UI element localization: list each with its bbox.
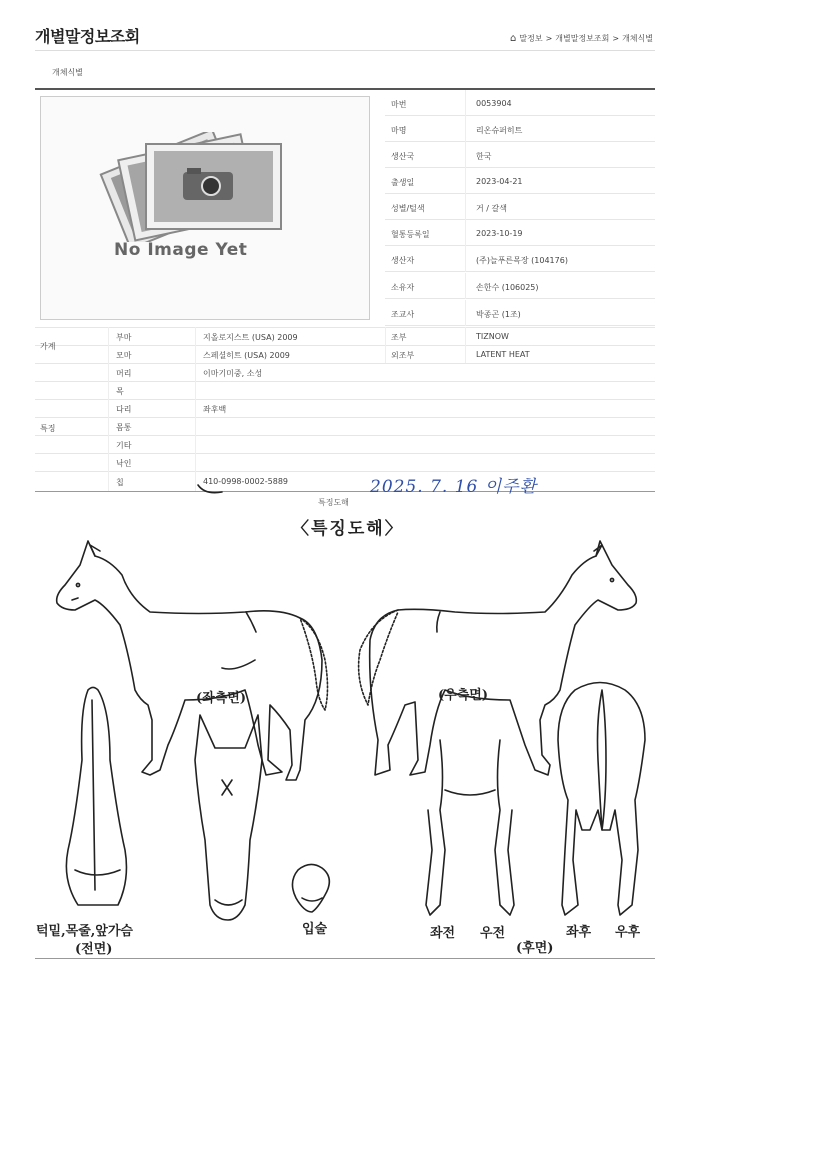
grandsire-label: 조부 bbox=[391, 333, 407, 342]
label-rear-view: (후면) bbox=[516, 941, 554, 956]
pedigree-group-label: 가계 bbox=[40, 342, 56, 351]
info-label: 생산자 bbox=[391, 256, 415, 265]
label-right-hind: 우후 bbox=[615, 925, 641, 940]
feature-label: 다리 bbox=[116, 405, 132, 414]
feature-label: 머리 bbox=[116, 369, 132, 378]
damsire-label: 외조부 bbox=[391, 351, 415, 360]
info-value: 0053904 bbox=[476, 99, 512, 108]
info-value: 2023-04-21 bbox=[476, 177, 523, 186]
features-group-label: 특징 bbox=[40, 424, 56, 433]
front-legs-view bbox=[426, 740, 514, 915]
info-value: 한국 bbox=[476, 152, 492, 161]
no-image-text: No Image Yet bbox=[114, 240, 248, 260]
info-value[interactable]: 손한수 (106025) bbox=[476, 283, 539, 292]
sire-value[interactable]: 지올로지스트 (USA) 2009 bbox=[203, 333, 298, 342]
damsire-value: LATENT HEAT bbox=[476, 350, 530, 359]
rear-view-horse bbox=[558, 683, 645, 916]
feature-label: 기타 bbox=[116, 441, 132, 450]
info-label: 혈통등록일 bbox=[391, 230, 430, 239]
info-value: 2023-10-19 bbox=[476, 229, 523, 238]
info-label: 소유자 bbox=[391, 283, 415, 292]
feature-value: 이마기미중, 소성 bbox=[203, 369, 263, 378]
muzzle-view bbox=[292, 864, 329, 912]
info-value: 거 / 갈색 bbox=[476, 204, 507, 213]
left-side-horse bbox=[57, 541, 328, 780]
label-left-fore: 좌전 bbox=[430, 926, 456, 941]
info-label: 조교사 bbox=[391, 310, 415, 319]
label-left-side: (좌측면) bbox=[196, 691, 246, 706]
home-icon[interactable]: ⌂ bbox=[510, 33, 517, 44]
info-label: 성별/털색 bbox=[391, 204, 425, 213]
head-front-view bbox=[195, 715, 262, 920]
breadcrumb-item[interactable]: 말정보 bbox=[519, 34, 543, 43]
neck-chest-view bbox=[66, 688, 126, 906]
tab-identification[interactable]: 개체식별 bbox=[52, 68, 83, 77]
breadcrumb-separator: > bbox=[612, 34, 620, 43]
breadcrumb-item-current: 개체식별 bbox=[622, 34, 653, 43]
label-muzzle: 입술 bbox=[302, 922, 328, 937]
info-value[interactable]: 박종곤 (1조) bbox=[476, 310, 521, 319]
page-title: 개별말정보조회 bbox=[35, 27, 140, 46]
feature-label: 목 bbox=[116, 387, 124, 396]
info-label: 출생일 bbox=[391, 178, 415, 187]
label-front-view-line2: (전면) bbox=[75, 942, 113, 957]
microchip-value: 410-0998-0002-5889 bbox=[203, 477, 289, 486]
label-front-view-line1: 턱밑,목줄,앞가슴 bbox=[36, 924, 133, 939]
sire-label: 부마 bbox=[116, 333, 132, 342]
label-right-fore: 우전 bbox=[480, 926, 506, 941]
info-label: 생산국 bbox=[391, 152, 415, 161]
label-right-side: (우측면) bbox=[438, 688, 488, 703]
info-value[interactable]: (주)늘푸른목장 (104176) bbox=[476, 256, 568, 265]
feature-label: 칩 bbox=[116, 478, 124, 487]
feature-label: 낙인 bbox=[116, 459, 132, 468]
dam-label: 모마 bbox=[116, 351, 132, 360]
info-label: 마명 bbox=[391, 126, 407, 135]
info-label: 마번 bbox=[391, 100, 407, 109]
grandsire-value: TIZNOW bbox=[476, 332, 509, 341]
breadcrumb-separator: > bbox=[545, 34, 553, 43]
label-left-hind: 좌후 bbox=[566, 925, 592, 940]
feature-value: 좌후백 bbox=[203, 405, 227, 414]
handwritten-signature: 2025. 7. 16 이주환 bbox=[370, 477, 537, 497]
dam-value[interactable]: 스페셜히트 (USA) 2009 bbox=[203, 351, 290, 360]
info-value: 리온슈퍼히트 bbox=[476, 126, 523, 135]
right-side-horse bbox=[359, 541, 637, 775]
diagram-title: 〈특징도해〉 bbox=[292, 519, 404, 539]
diagram-bottom-line bbox=[35, 958, 655, 959]
breadcrumb-item[interactable]: 개별말정보조회 bbox=[555, 34, 610, 43]
feature-label: 몸통 bbox=[116, 423, 132, 432]
section-caption: 특징도해 bbox=[318, 498, 349, 507]
